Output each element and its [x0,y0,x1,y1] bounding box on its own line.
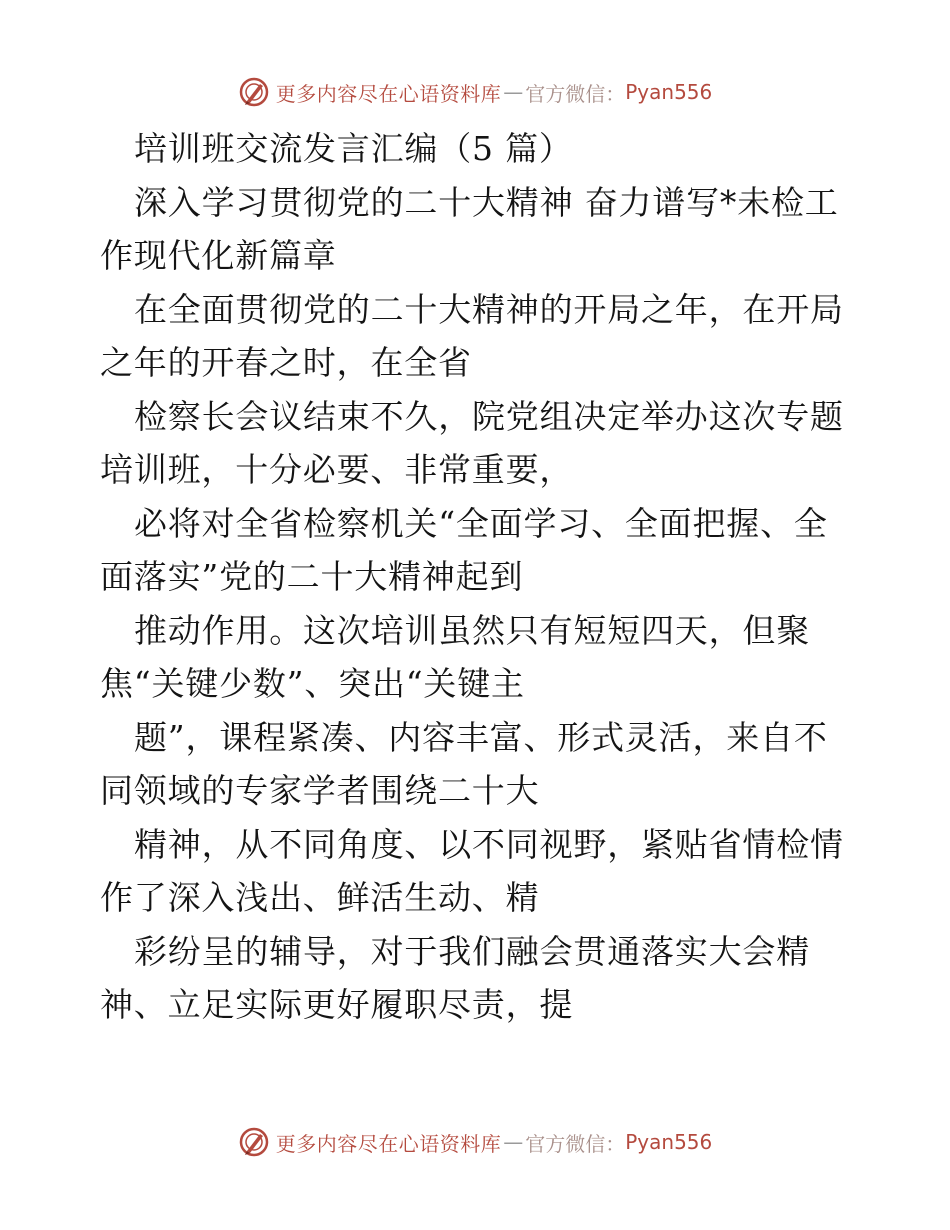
section-heading-line-2: 作现代化新篇章 [100,236,337,275]
paragraph-line: 面落实”党的二十大精神起到 [100,557,524,596]
section-heading-line-1: 深入学习贯彻党的二十大精神 奋力谱写*未检工 [134,182,839,222]
paragraph-line: 必将对全省检察机关“全面学习、全面把握、全 [134,503,828,543]
paragraph-line: 神、立足实际更好履职尽责，提 [100,985,574,1024]
paragraph-line: 推动作用。这次培训虽然只有短短四天，但聚 [134,610,810,650]
document-title: 培训班交流发言汇编（5 篇） [134,129,573,168]
document-body [100,122,852,1032]
paragraph-line: 彩纷呈的辅导，对于我们融会贯通落实大会精 [134,931,810,971]
watermark-separator: — [503,1130,524,1154]
footer-watermark [0,1122,950,1162]
watermark-text: 更多内容尽在心语资料库 [275,1131,502,1156]
paragraph-line: 精神，从不同角度、以不同视野，紧贴省情检情 [134,824,844,864]
paragraph-line: 之年的开春之时，在全省 [100,343,472,382]
watermark-wechat-id: Pyan556 [625,1130,713,1154]
watermark-official-label: 官方微信： [525,1131,626,1156]
paragraph-line: 焦“关键少数”、突出“关键主 [100,664,525,703]
paragraph-line: 题”，课程紧凑、内容丰富、形式灵活，来自不 [134,717,828,757]
pen-logo-icon [238,76,270,108]
watermark-separator: — [503,80,524,104]
header-watermark [0,72,950,112]
watermark-wechat-id: Pyan556 [625,80,713,104]
paragraph-line: 在全面贯彻党的二十大精神的开局之年，在开局 [134,289,844,329]
pen-logo-icon [238,1126,270,1158]
paragraph-line: 作了深入浅出、鲜活生动、精 [100,878,540,917]
paragraph-line: 同领域的专家学者围绕二十大 [100,771,540,810]
watermark-official-label: 官方微信： [525,81,626,106]
watermark-text: 更多内容尽在心语资料库 [275,81,502,106]
paragraph-line: 培训班，十分必要、非常重要， [100,450,574,489]
paragraph-line: 检察长会议结束不久，院党组决定举办这次专题 [134,396,844,436]
